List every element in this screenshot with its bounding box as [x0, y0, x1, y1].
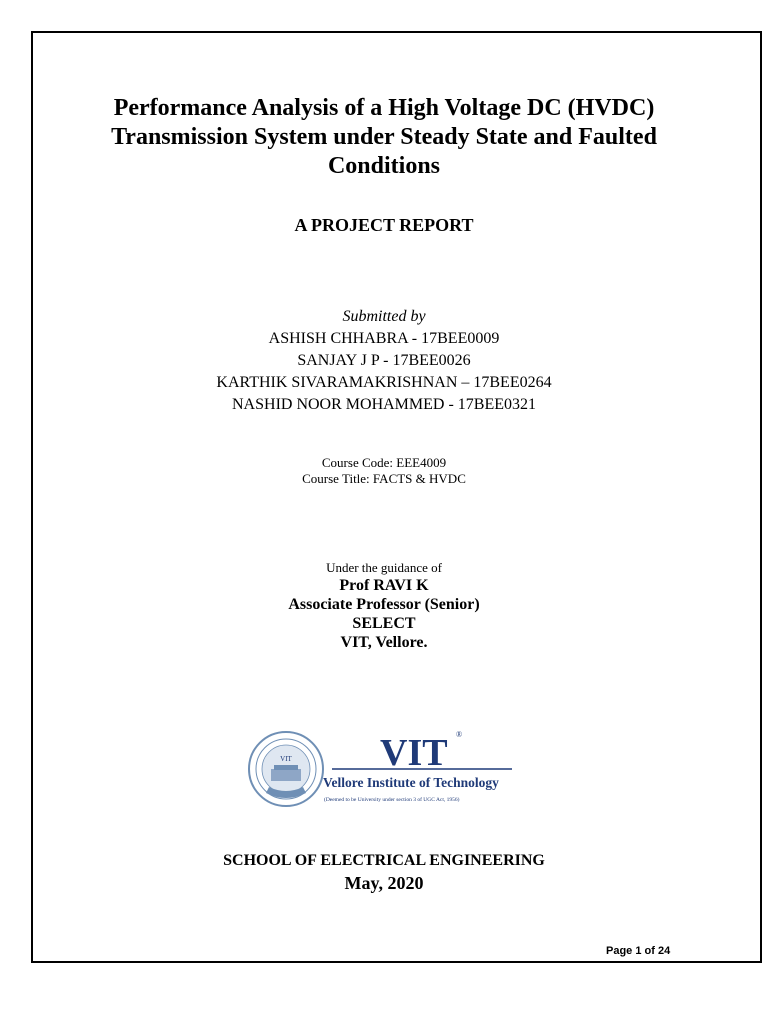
guidance-intro: Under the guidance of — [326, 560, 442, 575]
institute-name: Vellore Institute of Technology — [323, 775, 499, 790]
report-subtitle: A PROJECT REPORT — [294, 215, 474, 235]
school-name: SCHOOL OF ELECTRICAL ENGINEERING — [223, 852, 545, 869]
guide-designation: Associate Professor (Senior) — [288, 596, 480, 613]
report-date: May, 2020 — [344, 873, 424, 893]
vit-wordmark: VIT — [380, 732, 448, 774]
report-title — [0, 94, 768, 181]
course-code: Course Code: EEE4009 — [321, 455, 447, 470]
author-2: SANJAY J P - 17BEE0026 — [297, 352, 471, 369]
submitted-by-label: Submitted by — [342, 308, 426, 325]
title-line-1: Performance Analysis of a High Voltage DC (HVDC) — [113, 95, 655, 121]
course-block — [0, 455, 768, 487]
title-line-2: Transmission System under Steady State and Faulted — [111, 124, 657, 150]
guide-institute: VIT, Vellore. — [340, 634, 428, 651]
institute-tagline: (Deemed to be University under section 3 of UGC Act, 1956) — [324, 797, 460, 803]
guidance-block — [0, 560, 768, 652]
vit-logo — [246, 725, 526, 815]
submitted-by-block — [0, 306, 768, 416]
guide-name: Prof RAVI K — [339, 577, 429, 594]
seal-label: VIT — [280, 755, 292, 763]
school-block — [0, 850, 768, 894]
author-1: ASHISH CHHABRA - 17BEE0009 — [268, 330, 500, 347]
guide-school: SELECT — [352, 615, 416, 632]
page-number: Page 1 of 24 — [606, 945, 671, 957]
title-line-3: Conditions — [327, 153, 441, 179]
university-seal-icon — [249, 732, 323, 806]
author-3: KARTHIK SIVARAMAKRISHNAN – 17BEE0264 — [216, 374, 552, 391]
course-title: Course Title: FACTS & HVDC — [302, 471, 466, 486]
registered-mark: ® — [456, 730, 463, 739]
author-4: NASHID NOOR MOHAMMED - 17BEE0321 — [232, 396, 536, 413]
